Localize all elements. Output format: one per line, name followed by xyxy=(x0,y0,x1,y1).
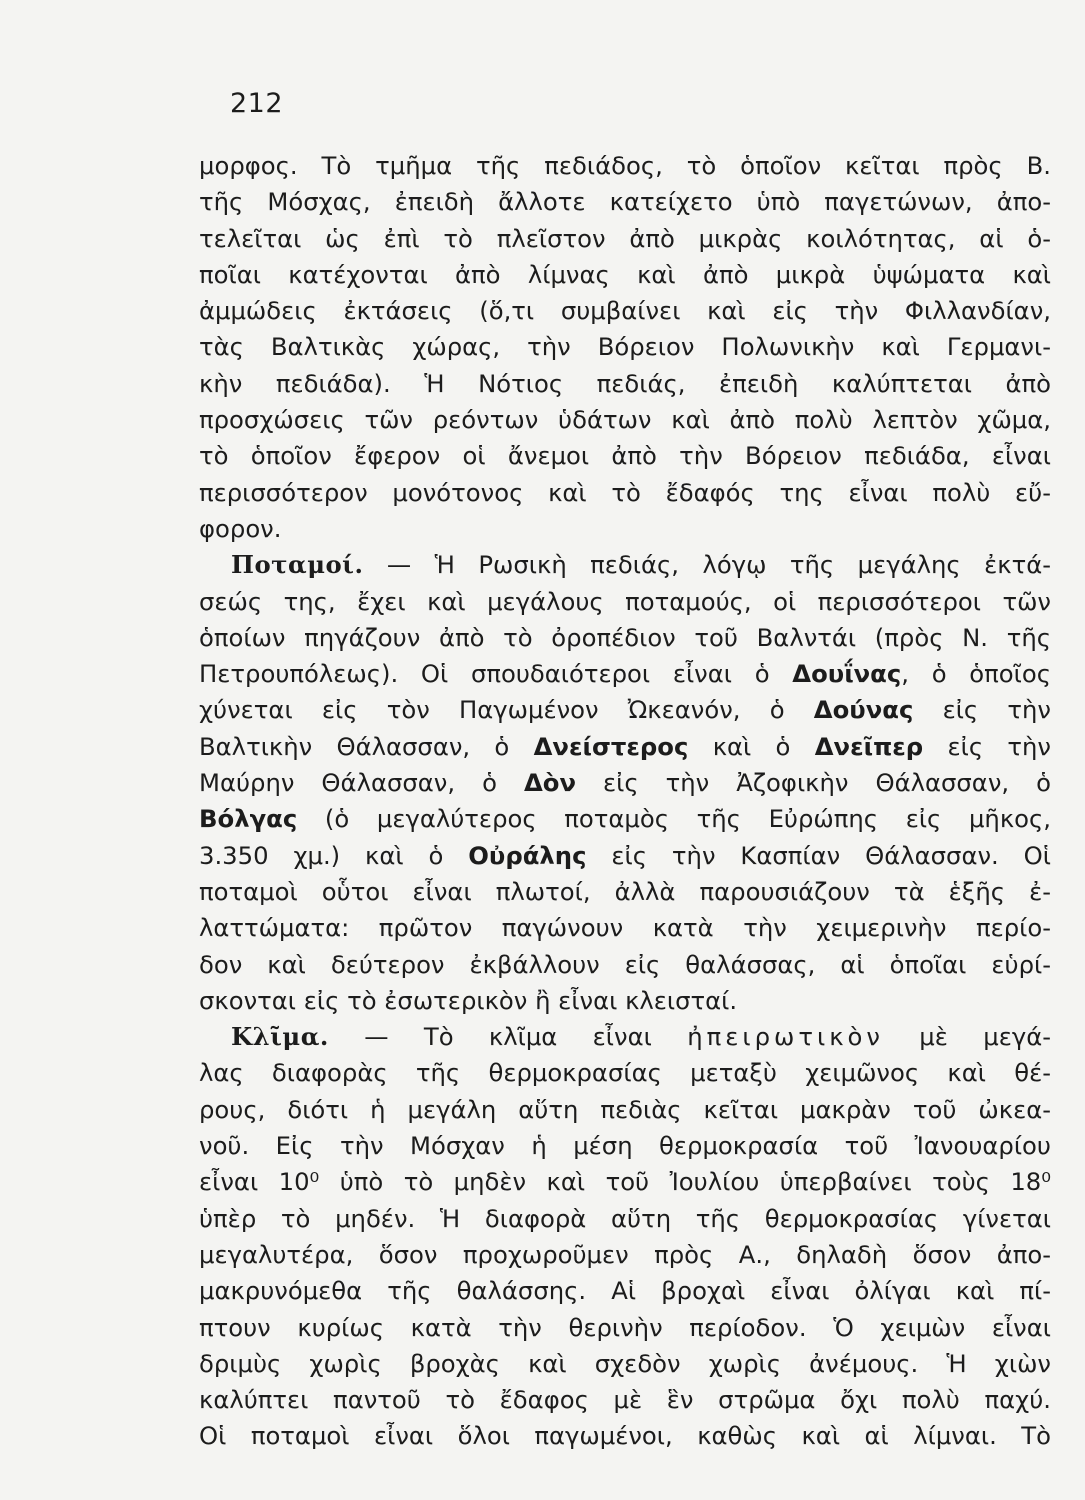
text-line xyxy=(199,656,1051,692)
text-line xyxy=(199,692,1051,728)
text-line: ποῖαι κατέχονται ἀπὸ λίμνας καὶ ἀπὸ μικρὰ ὑψώματα καὶ xyxy=(199,259,1051,289)
text-line: ἀμμώδεις ἐκτάσεις (ὅ,τι συμβαίνει καὶ εἰς τὴν Φιλλανδίαν, xyxy=(199,296,1051,326)
section-heading-climate: Κλῖμα. xyxy=(231,1022,329,1052)
text-line: Οἱ ποταμοὶ εἶναι ὅλοι παγωμένοι, καθὼς καὶ αἱ λίμναι. Τὸ xyxy=(199,1421,1051,1451)
text-line: μεγαλυτέρα, ὅσον προχωροῦμεν πρὸς Α., δηλαδὴ ὅσον ἀπο- xyxy=(199,1239,1051,1269)
text-line: σεώς της, ἔχει καὶ μεγάλους ποταμούς, οἱ περισσότεροι τῶν xyxy=(199,586,1051,616)
text-line: σκονται εἰς τὸ ἐσωτερικὸν ἢ εἶναι κλεισταί. xyxy=(199,985,738,1015)
text-line: μορφος. Τὸ τμῆμα τῆς πεδιάδος, τὸ ὁποῖον κεῖται πρὸς Β. xyxy=(199,151,1051,180)
rivers-first-line xyxy=(199,547,1051,583)
text-line xyxy=(199,838,1051,874)
text-line: λαττώματα: πρῶτον παγώνουν κατὰ τὴν χειμερινὴν περίο- xyxy=(199,913,1051,943)
text-run: χύνεται εἰς τὸν Παγωμένον Ὠκεανόν, ὁ xyxy=(199,695,814,725)
emphasized-word: ἠπειρωτικὸν xyxy=(687,1022,884,1052)
text-line: τελεῖται ὡς ἐπὶ τὸ πλεῖστον ἀπὸ μικρὰς κοιλότητας, αἱ ὁ- xyxy=(199,223,1051,253)
text-line: λας διαφορὰς τῆς θερμοκρασίας μεταξὺ χειμῶνος καὶ θέ- xyxy=(199,1058,1051,1088)
text-run: (ὁ μεγαλύτερος ποταμὸς τῆς Εὐρώπης εἰς μῆκος, xyxy=(297,804,1051,834)
body-text xyxy=(199,148,1051,1455)
text-run: μὲ μεγά- xyxy=(883,1022,1051,1052)
text-line: δριμὺς χωρὶς βροχὰς καὶ σχεδὸν χωρὶς ἀνέμους. Ἡ χιὼν xyxy=(199,1348,1051,1378)
text-line: ποταμοὶ οὗτοι εἶναι πλωτοί, ἀλλὰ παρουσιάζουν τὰ ἑξῆς ἐ- xyxy=(199,876,1051,906)
river-name: Δούνας xyxy=(813,695,914,725)
text-run: εἰς τὴν xyxy=(913,695,1051,725)
river-name: Δὸν xyxy=(523,768,576,798)
text-line xyxy=(199,801,1051,837)
river-name: Οὐράλης xyxy=(468,840,587,870)
text-line: νοῦ. Εἰς τὴν Μόσχαν ἡ μέση θερμοκρασία τοῦ Ἰανουαρίου xyxy=(199,1131,1051,1161)
text-run: εἰς τὴν xyxy=(923,731,1052,761)
text-line: καλύπτει παντοῦ τὸ ἔδαφος μὲ ἓν στρῶμα ὄχι πολὺ παχύ. xyxy=(199,1385,1051,1415)
text-run: εἰς τὴν Ἀζοφικὴν Θάλασσαν, ὁ xyxy=(576,768,1051,798)
text-run: , ὁ ὁποῖος xyxy=(901,659,1051,689)
text-run: Βαλτικὴν Θάλασσαν, ὁ xyxy=(199,731,534,761)
text-line xyxy=(199,729,1051,765)
text-line: τὸ ὁποῖον ἔφερον οἱ ἄνεμοι ἀπὸ τὴν Βόρειον πεδιάδα, εἶναι xyxy=(199,441,1051,471)
text-line: δον καὶ δεύτερον ἐκβάλλουν εἰς θαλάσσας, αἱ ὁποῖαι εὑρί- xyxy=(199,949,1051,979)
text-run: — Ἡ Ρωσικὴ πεδιάς, λόγῳ τῆς μεγάλης ἐκτά- xyxy=(363,550,1051,580)
text-line: μακρυνόμεθα τῆς θαλάσσης. Αἱ βροχαὶ εἶναι ὀλίγαι καὶ πί- xyxy=(199,1276,1051,1306)
text-run: Μαύρην Θάλασσαν, ὁ xyxy=(199,768,524,798)
text-line xyxy=(199,765,1051,801)
section-heading-rivers: Ποταμοί. xyxy=(231,550,364,580)
text-line: κὴν πεδιάδα). Ἡ Νότιος πεδιάς, ἐπειδὴ καλύπτεται ἀπὸ xyxy=(199,368,1051,398)
text-line: φορον. xyxy=(199,513,282,543)
text-line: εἶναι 10⁰ ὑπὸ τὸ μηδὲν καὶ τοῦ Ἰουλίου ὑπερβαίνει τοὺς 18⁰ xyxy=(199,1167,1051,1197)
text-run: εἰς τὴν Κασπίαν Θάλασσαν. Οἱ xyxy=(586,840,1051,870)
river-name: Βόλγας xyxy=(199,804,298,834)
text-run: 3.350 χμ.) καὶ ὁ xyxy=(199,840,469,870)
river-name: Δνείστερος xyxy=(533,731,689,761)
text-run: — Τὸ κλῖμα εἶναι xyxy=(328,1022,688,1052)
text-line: ρους, διότι ἡ μεγάλη αὕτη πεδιὰς κεῖται μακρὰν τοῦ ὠκεα- xyxy=(199,1094,1051,1124)
text-line: ὑπὲρ τὸ μηδέν. Ἡ διαφορὰ αὕτη τῆς θερμοκρασίας γίνεται xyxy=(199,1203,1051,1233)
river-name: Δνεῖπερ xyxy=(814,731,924,761)
text-line: τὰς Βαλτικὰς χώρας, τὴν Βόρειον Πολωνικὴν καὶ Γερμανι- xyxy=(199,332,1051,362)
text-line: προσχώσεις τῶν ρεόντων ὑδάτων καὶ ἀπὸ πολὺ λεπτὸν χῶμα, xyxy=(199,405,1051,435)
text-line: περισσότερον μονότονος καὶ τὸ ἔδαφός της εἶναι πολὺ εὔ- xyxy=(199,477,1051,507)
text-run: Πετρουπόλεως). Οἱ σπουδαιότεροι εἶναι ὁ xyxy=(199,659,793,689)
text-run: καὶ ὁ xyxy=(688,731,815,761)
climate-first-line xyxy=(199,1019,1051,1055)
text-line: ὁποίων πηγάζουν ἀπὸ τὸ ὀροπέδιον τοῦ Βαλντάι (πρὸς Ν. τῆς xyxy=(199,622,1051,652)
text-line: τῆς Μόσχας, ἐπειδὴ ἄλλοτε κατείχετο ὑπὸ παγετώνων, ἀπο- xyxy=(199,187,1051,217)
page-number: 212 xyxy=(230,88,284,119)
river-name: Δουΐνας xyxy=(792,659,902,689)
text-line: πτουν κυρίως κατὰ τὴν θερινὴν περίοδον. Ὁ χειμὼν εἶναι xyxy=(199,1312,1051,1342)
